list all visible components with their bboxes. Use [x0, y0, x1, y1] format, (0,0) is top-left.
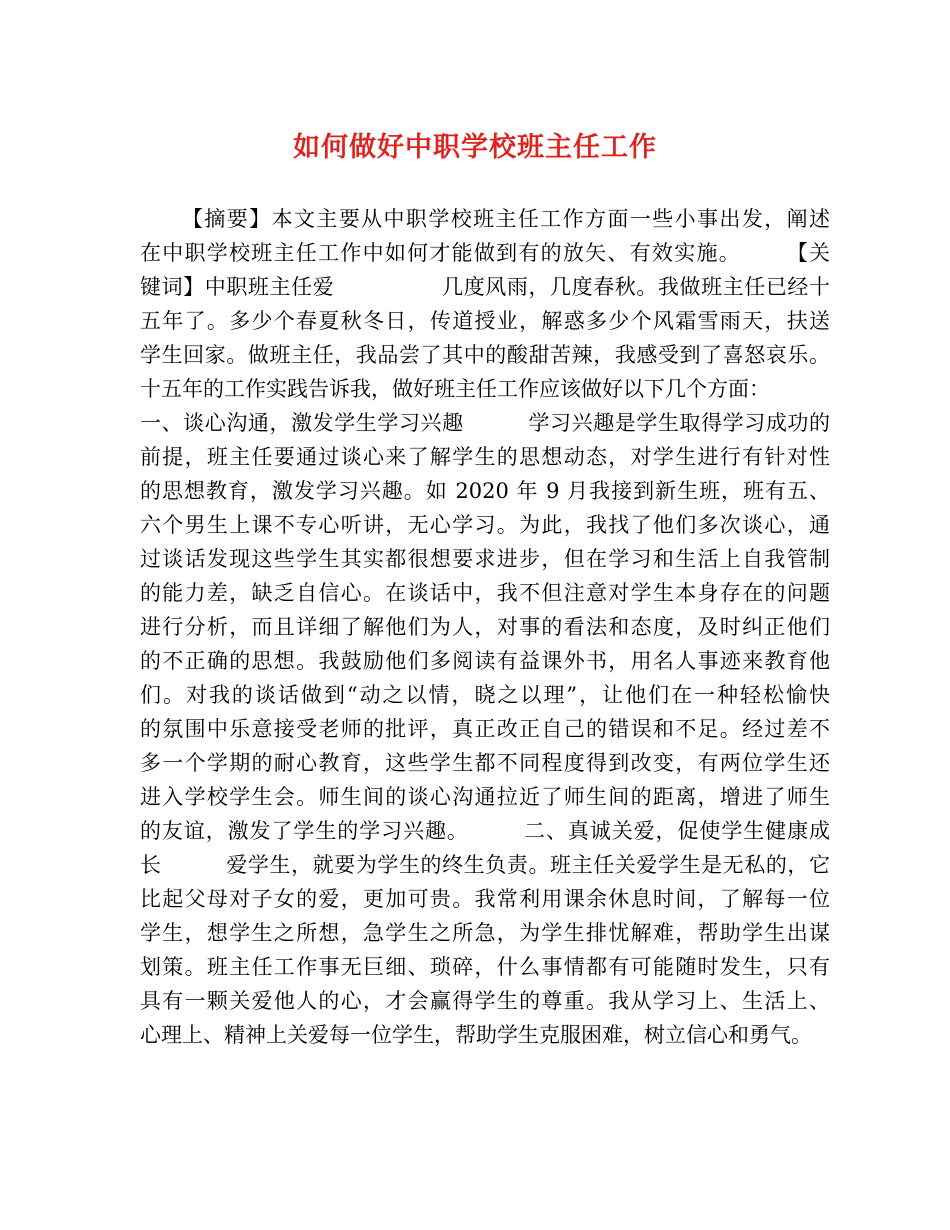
body-line: 比起父母对子女的爱，更加可贵。我常利用课余休息时间，了解每一位 — [140, 887, 830, 911]
body-line: 进行分析，而且详细了解他们为人，对事的看法和态度，及时纠正他们 — [140, 615, 830, 639]
document-title: 如何做好中职学校班主任工作 — [293, 132, 657, 163]
body-line: 五年了。多少个春夏秋冬日，传道授业，解惑多少个风霜雪雨天，扶送 — [140, 309, 830, 333]
body-line: 的不正确的思想。我鼓励他们多阅读有益课外书，用名人事迹来教育他 — [140, 649, 830, 673]
body-line: 十五年的工作实践告诉我，做好班主任工作应该做好以下几个方面： — [140, 377, 770, 401]
document-body — [140, 202, 830, 1052]
body-line: 的友谊，激发了学生的学习兴趣。 二、真诚关爱，促使学生健康成 — [140, 819, 830, 843]
body-line: 的氛围中乐意接受老师的批评，真正改正自己的错误和不足。经过差不 — [140, 717, 830, 741]
body-line: 的思想教育，激发学习兴趣。如 2020 年 9 月我接到新生班，班有五、 — [140, 479, 830, 503]
body-line: 多一个学期的耐心教育，这些学生都不同程度得到改变，有两位学生还 — [140, 751, 830, 775]
body-line: 【摘要】本文主要从中职学校班主任工作方面一些小事出发，阐述 — [182, 207, 830, 231]
body-line: 键词】中职班主任爱 几度风雨，几度春秋。我做班主任已经十 — [140, 275, 830, 299]
body-line: 前提，班主任要通过谈心来了解学生的思想动态，对学生进行有针对性 — [140, 445, 830, 469]
body-line: 们。对我的谈话做到“动之以情，晓之以理”，让他们在一种轻松愉快 — [140, 683, 830, 707]
body-line: 心理上、精神上关爱每一位学生，帮助学生克服困难，树立信心和勇气。 — [140, 1023, 812, 1047]
body-line: 具有一颗关爱他人的心，才会赢得学生的尊重。我从学习上、生活上、 — [140, 989, 830, 1013]
body-line: 的能力差，缺乏自信心。在谈话中，我不但注意对学生本身存在的问题 — [140, 581, 830, 605]
body-line: 一、谈心沟通，激发学生学习兴趣 学习兴趣是学生取得学习成功的 — [140, 411, 830, 435]
body-line: 学生回家。做班主任，我品尝了其中的酸甜苦辣，我感受到了喜怒哀乐。 — [140, 343, 830, 367]
body-line: 过谈话发现这些学生其实都很想要求进步，但在学习和生活上自我管制 — [140, 547, 830, 571]
body-line: 学生，想学生之所想，急学生之所急，为学生排忧解难，帮助学生出谋 — [140, 921, 830, 945]
body-line: 划策。班主任工作事无巨细、琐碎，什么事情都有可能随时发生，只有 — [140, 955, 830, 979]
body-line: 长 爱学生，就要为学生的终生负责。班主任关爱学生是无私的，它 — [140, 853, 830, 877]
body-line: 在中职学校班主任工作中如何才能做到有的放矢、有效实施。 【关 — [140, 241, 830, 265]
body-line: 六个男生上课不专心听讲，无心学习。为此，我找了他们多次谈心，通 — [140, 513, 830, 537]
body-line: 进入学校学生会。师生间的谈心沟通拉近了师生间的距离，增进了师生 — [140, 785, 830, 809]
